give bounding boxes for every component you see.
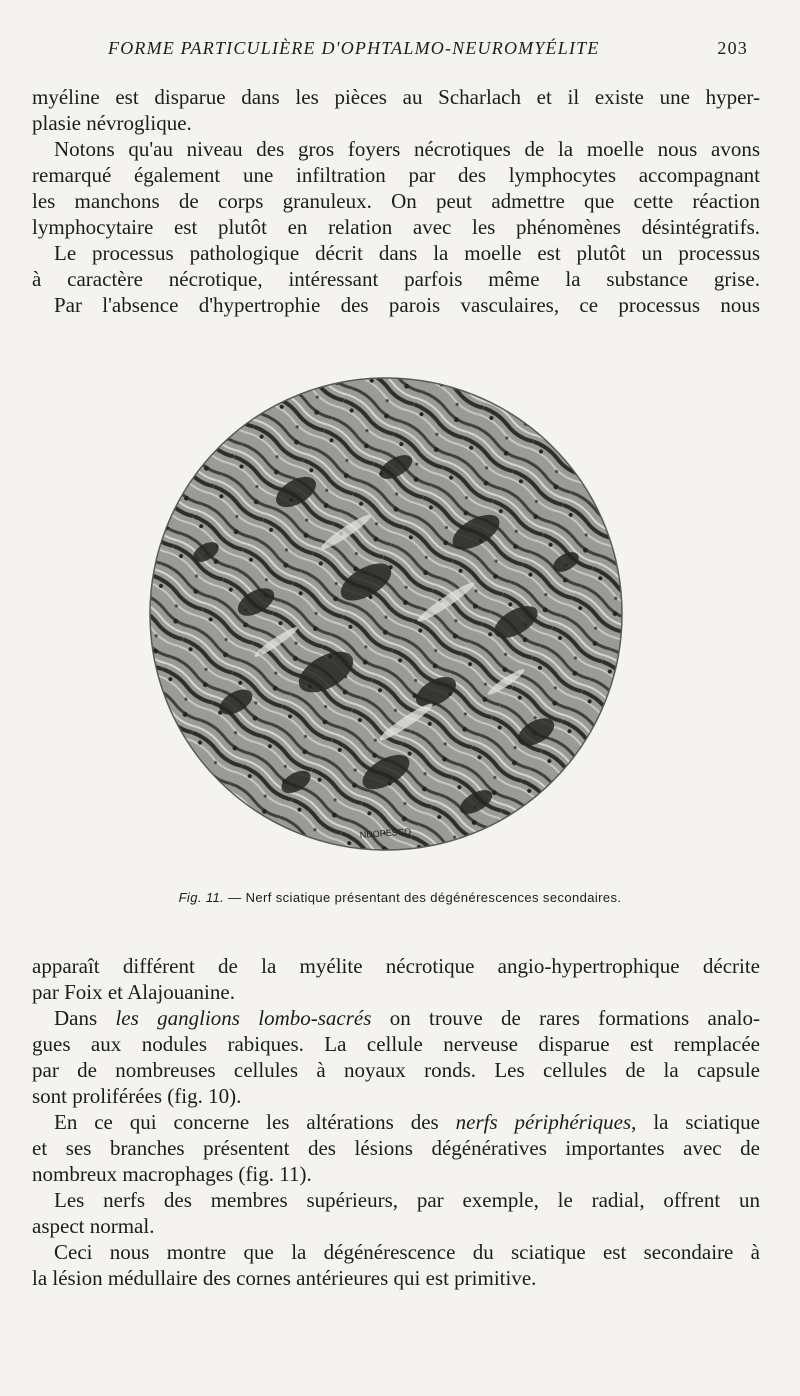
text-line: par Foix et Alajouanine. (32, 980, 235, 1004)
micrograph-figure (146, 372, 626, 860)
text-line: myéline est disparue dans les pièces au Scharlach et il existe une hyper- (32, 85, 760, 109)
figure-caption (0, 890, 800, 905)
figure-label: Fig. 11. (178, 890, 225, 905)
text-line (32, 1109, 760, 1135)
text-run: Dans (54, 1006, 116, 1030)
text-line: remarqué également une infiltration par des lymphocytes accompagnant (32, 163, 760, 187)
text-line: gues aux nodules rabiques. La cellule nerveuse disparue est remplacée (32, 1032, 760, 1056)
text-line: apparaît différent de la myélite nécrotique angio-hypertrophique décrite (32, 954, 760, 978)
running-title: FORME PARTICULIÈRE D'OPHTALMO-NEUROMYÉLITE (108, 38, 600, 58)
micrograph-image (146, 372, 626, 860)
figure-caption-text: — Nerf sciatique présentant des dégénérescences secondaires. (224, 890, 622, 905)
text-line: à caractère nécrotique, intéressant parfois même la substance grise. (32, 267, 760, 291)
page-number: 203 (717, 38, 748, 58)
text-line: et ses branches présentent des lésions dégénératives importantes avec de (32, 1136, 760, 1160)
text-line: la lésion médullaire des cornes antérieures qui est primitive. (32, 1266, 537, 1290)
running-header (108, 38, 748, 68)
text-line: Les nerfs des membres supérieurs, par exemple, le radial, offrent un (54, 1188, 760, 1212)
text-line: Par l'absence d'hypertrophie des parois vasculaires, ce processus nous (54, 293, 760, 317)
text-line: Notons qu'au niveau des gros foyers nécrotiques de la moelle nous avons (54, 137, 760, 161)
text-line: aspect normal. (32, 1214, 155, 1238)
emphasis-text: nerfs périphériques (455, 1110, 632, 1134)
text-line: sont proliférées (fig. 10). (32, 1084, 242, 1108)
text-line: Le processus pathologique décrit dans la moelle est plutôt un processus (54, 241, 760, 265)
text-run: on trouve de rares formations analo- (371, 1006, 760, 1030)
paragraph-block-bottom (32, 953, 760, 1291)
figure-signature: NDOPESCO (359, 826, 412, 840)
text-run: , la sciatique (631, 1110, 760, 1134)
text-line: plasie névroglique. (32, 111, 192, 135)
text-line: Ceci nous montre que la dégénérescence du sciatique est secondaire à (54, 1240, 760, 1264)
text-run: En ce qui concerne les altérations des (54, 1110, 456, 1134)
text-line: par de nombreuses cellules à noyaux ronds. Les cellules de la capsule (32, 1058, 760, 1082)
paragraph-block-top (32, 84, 760, 318)
text-line: lymphocytaire est plutôt en relation avec les phénomènes désintégratifs. (32, 215, 760, 239)
text-line: nombreux macrophages (fig. 11). (32, 1162, 312, 1186)
text-line: les manchons de corps granuleux. On peut admettre que cette réaction (32, 189, 760, 213)
text-line (32, 1005, 760, 1031)
emphasis-text: les ganglions lombo-sacrés (115, 1006, 372, 1030)
